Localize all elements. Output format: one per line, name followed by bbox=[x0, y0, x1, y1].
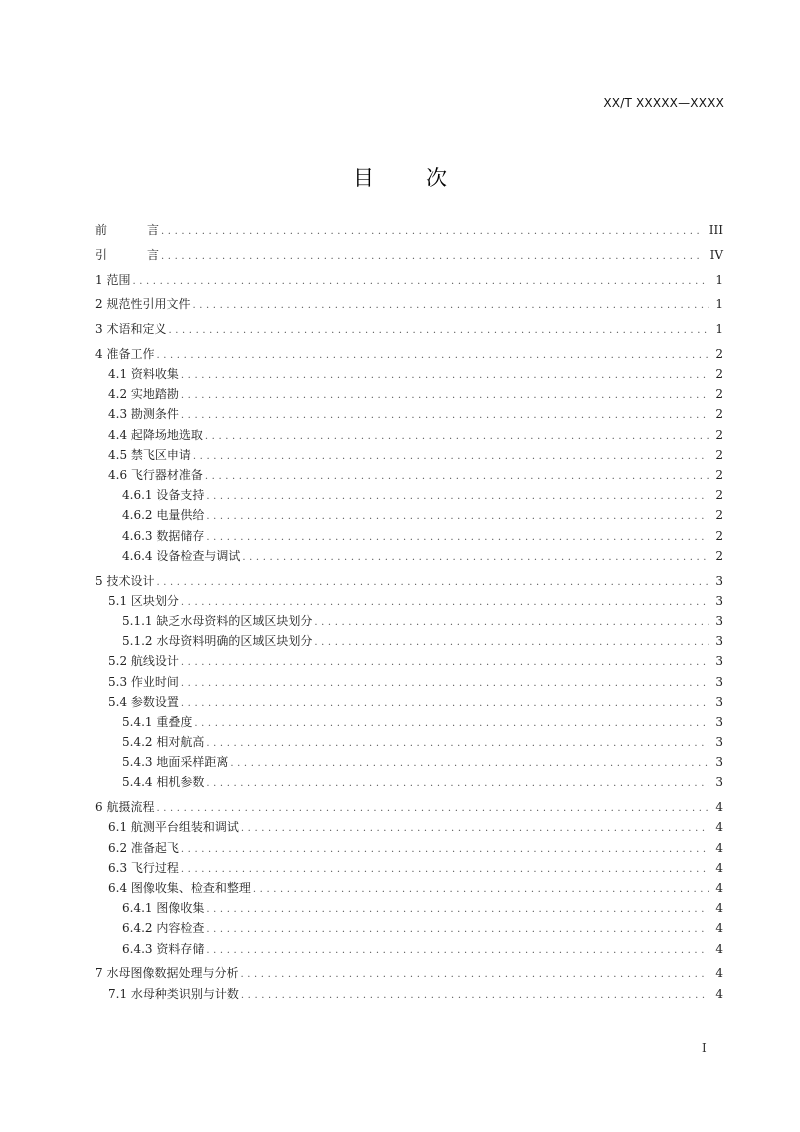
toc-entry[interactable] bbox=[95, 571, 723, 591]
toc-entry-label-part: 言 bbox=[147, 223, 160, 237]
toc-entry[interactable] bbox=[95, 485, 723, 505]
standard-code: XX/T XXXXX—XXXX bbox=[603, 96, 724, 110]
toc-entry-page: 4 bbox=[715, 966, 723, 981]
toc-entry-label: 4 准备工作 bbox=[95, 346, 155, 361]
toc-entry[interactable] bbox=[95, 344, 723, 364]
dot-leader bbox=[205, 467, 709, 487]
toc-entry[interactable] bbox=[95, 752, 723, 772]
toc-entry[interactable] bbox=[95, 445, 723, 465]
toc-entry-label: 5.4 参数设置 bbox=[108, 694, 179, 709]
toc-entry-page: 2 bbox=[715, 346, 723, 361]
toc-entry-page: 1 bbox=[715, 322, 723, 337]
toc-entry-page: 2 bbox=[715, 367, 723, 382]
toc-entry-page: 4 bbox=[715, 986, 723, 1001]
dot-leader bbox=[206, 941, 709, 961]
toc-entry[interactable] bbox=[95, 692, 723, 712]
toc-entry-label bbox=[95, 245, 161, 265]
toc-entry-page: 3 bbox=[715, 634, 723, 649]
toc-entry-label: 5.4.4 相机参数 bbox=[122, 775, 205, 790]
toc-entry-page: 3 bbox=[715, 613, 723, 628]
toc-entry-page: 2 bbox=[715, 468, 723, 483]
toc-entry-page: 4 bbox=[715, 820, 723, 835]
toc-entry[interactable] bbox=[95, 384, 723, 404]
toc-entry-page: 1 bbox=[715, 272, 723, 287]
dot-leader bbox=[206, 900, 709, 920]
toc-entry-page: 2 bbox=[715, 548, 723, 563]
toc-entry-page: 4 bbox=[715, 800, 723, 815]
toc-entry-page: 4 bbox=[715, 880, 723, 895]
toc-entry-label: 7.1 水母种类识别与计数 bbox=[108, 986, 239, 1001]
toc-entry[interactable] bbox=[95, 270, 723, 290]
toc-entry-label: 2 规范性引用文件 bbox=[95, 297, 191, 312]
dot-leader bbox=[181, 386, 709, 406]
toc-entry[interactable] bbox=[95, 364, 723, 384]
toc-entry[interactable] bbox=[95, 631, 723, 651]
toc-entry-label: 5 技术设计 bbox=[95, 573, 155, 588]
toc-entry[interactable] bbox=[95, 838, 723, 858]
toc-entry-label: 4.2 实地踏勘 bbox=[108, 387, 179, 402]
toc-entry-page: 3 bbox=[715, 593, 723, 608]
toc-entry-page: 2 bbox=[715, 488, 723, 503]
dot-leader bbox=[314, 633, 709, 653]
toc-entry-page: III bbox=[708, 223, 723, 237]
dot-leader bbox=[206, 528, 709, 548]
toc-entry-label: 5.1.2 水母资料明确的区域区块划分 bbox=[122, 634, 313, 649]
toc-entry[interactable] bbox=[95, 294, 723, 314]
toc-entry-page: 2 bbox=[715, 508, 723, 523]
dot-leader bbox=[193, 447, 709, 467]
toc-entry-page: 4 bbox=[715, 840, 723, 855]
toc-entry[interactable] bbox=[95, 878, 723, 898]
toc-entry[interactable] bbox=[95, 465, 723, 485]
title-char-1: 目 bbox=[353, 166, 374, 190]
dot-leader bbox=[132, 272, 709, 292]
toc-entry-page: 2 bbox=[715, 407, 723, 422]
toc-entry[interactable] bbox=[95, 918, 723, 938]
dot-leader bbox=[181, 366, 709, 386]
toc-entry-label-part: 前 bbox=[95, 223, 108, 237]
toc-entry-label: 5.4.2 相对航高 bbox=[122, 735, 205, 750]
dot-leader bbox=[314, 613, 709, 633]
table-of-contents bbox=[95, 220, 723, 1004]
toc-entry-label: 1 范围 bbox=[95, 272, 131, 287]
toc-entry-label: 5.4.1 重叠度 bbox=[122, 714, 193, 729]
dot-leader bbox=[206, 507, 709, 527]
dot-leader bbox=[206, 487, 709, 507]
toc-entry[interactable] bbox=[95, 712, 723, 732]
dot-leader bbox=[192, 296, 709, 316]
toc-entry[interactable] bbox=[95, 526, 723, 546]
toc-entry-label: 4.6.1 设备支持 bbox=[122, 488, 205, 503]
toc-entry-page: 2 bbox=[715, 427, 723, 442]
dot-leader bbox=[168, 321, 709, 341]
toc-entry-page: 2 bbox=[715, 447, 723, 462]
toc-entry[interactable] bbox=[95, 505, 723, 525]
toc-entry-label: 5.3 作业时间 bbox=[108, 674, 179, 689]
toc-entry-label: 4.3 勘测条件 bbox=[108, 407, 179, 422]
toc-entry-page: 3 bbox=[715, 674, 723, 689]
dot-leader bbox=[156, 346, 709, 366]
toc-entry-page: 4 bbox=[715, 901, 723, 916]
dot-leader bbox=[181, 674, 709, 694]
dot-leader bbox=[253, 880, 709, 900]
toc-entry-page: 2 bbox=[715, 387, 723, 402]
toc-entry-label: 7 水母图像数据处理与分析 bbox=[95, 966, 239, 981]
dot-leader bbox=[181, 653, 709, 673]
toc-entry-page: 4 bbox=[715, 941, 723, 956]
dot-leader bbox=[230, 754, 709, 774]
dot-leader bbox=[156, 799, 709, 819]
dot-leader bbox=[206, 734, 709, 754]
toc-entry-page: 3 bbox=[715, 694, 723, 709]
toc-entry-page: 2 bbox=[715, 528, 723, 543]
toc-entry[interactable] bbox=[95, 817, 723, 837]
dot-leader bbox=[161, 222, 703, 242]
toc-entry-label: 6.2 准备起飞 bbox=[108, 840, 179, 855]
dot-leader bbox=[181, 860, 709, 880]
toc-entry-page: 1 bbox=[715, 297, 723, 312]
page-number: I bbox=[702, 1041, 707, 1055]
toc-entry[interactable] bbox=[95, 772, 723, 792]
dot-leader bbox=[206, 774, 709, 794]
toc-entry-page: 4 bbox=[715, 921, 723, 936]
toc-entry-label bbox=[95, 220, 161, 240]
toc-entry-page: 3 bbox=[715, 755, 723, 770]
toc-entry[interactable] bbox=[95, 546, 723, 566]
dot-leader bbox=[181, 593, 709, 613]
toc-entry[interactable] bbox=[95, 591, 723, 611]
toc-entry-label: 4.6 飞行器材准备 bbox=[108, 468, 203, 483]
dot-leader bbox=[206, 920, 709, 940]
toc-entry[interactable] bbox=[95, 404, 723, 424]
toc-entry[interactable] bbox=[95, 732, 723, 752]
dot-leader bbox=[156, 573, 709, 593]
toc-entry-label: 6.4.1 图像收集 bbox=[122, 901, 205, 916]
toc-entry-label: 5.1.1 缺乏水母资料的区域区块划分 bbox=[122, 613, 313, 628]
toc-entry-label-part: 言 bbox=[147, 247, 160, 262]
toc-entry-label: 5.2 航线设计 bbox=[108, 654, 179, 669]
toc-entry-page: 3 bbox=[715, 654, 723, 669]
toc-entry[interactable] bbox=[95, 898, 723, 918]
toc-entry-label: 6.4.3 资料存储 bbox=[122, 941, 205, 956]
toc-entry-label: 6.4 图像收集、检查和整理 bbox=[108, 880, 251, 895]
dot-leader bbox=[181, 694, 709, 714]
toc-entry[interactable] bbox=[95, 220, 723, 240]
dot-leader bbox=[240, 965, 709, 985]
toc-entry-label: 4.6.4 设备检查与调试 bbox=[122, 548, 241, 563]
toc-entry-label: 3 术语和定义 bbox=[95, 322, 167, 337]
toc-entry-page: 4 bbox=[715, 860, 723, 875]
dot-leader bbox=[194, 714, 709, 734]
toc-entry[interactable] bbox=[95, 797, 723, 817]
toc-entry-label: 4.1 资料收集 bbox=[108, 367, 179, 382]
toc-entry-page: 3 bbox=[715, 573, 723, 588]
toc-entry[interactable] bbox=[95, 984, 723, 1004]
toc-entry[interactable] bbox=[95, 939, 723, 959]
toc-entry[interactable] bbox=[95, 319, 723, 339]
page-title bbox=[0, 162, 800, 192]
toc-entry[interactable] bbox=[95, 245, 723, 265]
dot-leader bbox=[205, 427, 709, 447]
toc-entry[interactable] bbox=[95, 651, 723, 671]
toc-entry-label: 4.6.3 数据储存 bbox=[122, 528, 205, 543]
title-char-2: 次 bbox=[426, 166, 447, 190]
toc-entry-page: 3 bbox=[715, 714, 723, 729]
toc-entry-page: IV bbox=[709, 247, 723, 262]
toc-entry[interactable] bbox=[95, 611, 723, 631]
toc-entry-label: 4.6.2 电量供给 bbox=[122, 508, 205, 523]
toc-entry[interactable] bbox=[95, 963, 723, 983]
toc-entry-label: 6 航摄流程 bbox=[95, 800, 155, 815]
toc-entry-label: 5.1 区块划分 bbox=[108, 593, 179, 608]
dot-leader bbox=[241, 986, 709, 1006]
dot-leader bbox=[241, 819, 709, 839]
toc-entry-label: 6.1 航测平台组装和调试 bbox=[108, 820, 239, 835]
toc-entry-label: 4.4 起降场地选取 bbox=[108, 427, 203, 442]
toc-entry[interactable] bbox=[95, 672, 723, 692]
toc-entry-label: 4.5 禁飞区申请 bbox=[108, 447, 191, 462]
dot-leader bbox=[161, 247, 704, 267]
toc-entry-page: 3 bbox=[715, 735, 723, 750]
toc-entry[interactable] bbox=[95, 858, 723, 878]
dot-leader bbox=[181, 840, 709, 860]
dot-leader bbox=[181, 406, 709, 426]
toc-entry-label: 6.4.2 内容检查 bbox=[122, 921, 205, 936]
toc-entry-label: 6.3 飞行过程 bbox=[108, 860, 179, 875]
toc-entry-label-part: 引 bbox=[95, 247, 108, 262]
toc-entry-label: 5.4.3 地面采样距离 bbox=[122, 755, 229, 770]
dot-leader bbox=[242, 548, 709, 568]
toc-entry-page: 3 bbox=[715, 775, 723, 790]
toc-entry[interactable] bbox=[95, 425, 723, 445]
